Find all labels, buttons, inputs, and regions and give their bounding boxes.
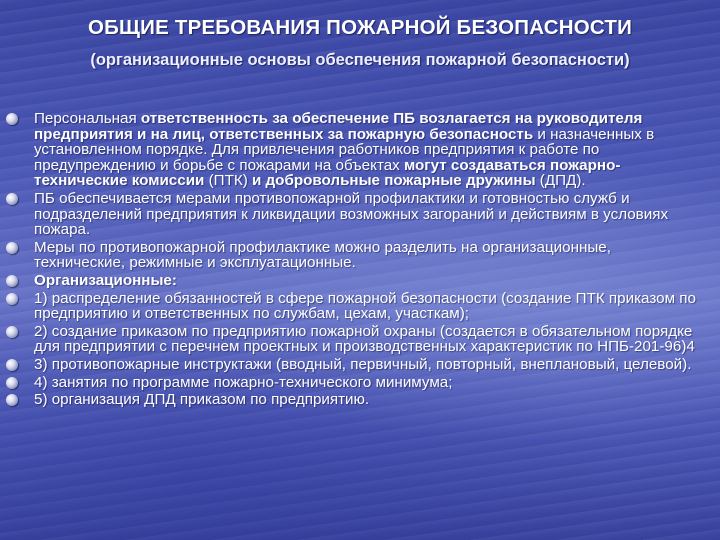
bullet-icon [6, 293, 18, 305]
item-text: (ПТК) [204, 172, 252, 190]
list-item [6, 357, 700, 373]
item-text: Персональная [34, 110, 141, 127]
item-text-bold: могут создаваться пожарно-технические комиссии [34, 156, 621, 190]
list-item [6, 375, 700, 391]
slide-title: ОБЩИЕ ТРЕБОВАНИЯ ПОЖАРНОЙ БЕЗОПАСНОСТИ [87, 16, 633, 39]
item-text: 2) создание приказом по предприятию пожарной охраны (создается в обязательном порядке для предприятии с перечнем проектных и производственных характеристик по НПБ-201-96)4 [34, 322, 695, 356]
item-text: Меры по противопожарной профилактике можно разделить на организационные, технические, режимные и эксплуатационные. [34, 238, 611, 272]
bullet-icon [6, 275, 18, 287]
item-text: 5) организация ДПД приказом по предприятию. [34, 391, 370, 409]
bullet-list [6, 111, 700, 410]
bullet-icon [6, 193, 18, 205]
bullet-icon [6, 394, 18, 406]
item-text: (ДПД). [535, 172, 586, 190]
item-text-bold: и добровольные пожарные дружины [251, 172, 536, 190]
bullet-icon [6, 377, 18, 389]
item-text: и назначенных в установленном порядке. Для привлечения работников предприятия к работе по предупреждению и борьбе с пожарами на объектах [34, 125, 655, 174]
bullet-icon [6, 113, 18, 125]
bullet-icon [6, 359, 18, 371]
list-item [6, 191, 700, 238]
item-text: 3) противопожарные инструктажи (вводный, первичный, повторный, внеплановый, целевой). [34, 355, 692, 373]
bullet-icon [6, 326, 18, 338]
list-item [6, 273, 700, 289]
list-item [6, 111, 700, 189]
item-text-bold: ответственность за обеспечение ПБ возлагается на руководителя предприятия и на лиц, ответственных за пожарную безопасность [34, 110, 643, 143]
item-text: 4) занятия по программе пожарно-технического минимума; [34, 373, 453, 391]
list-item [6, 324, 700, 355]
slide-subtitle: (организационные основы обеспечения пожарной безопасности) [90, 51, 630, 69]
list-item [6, 392, 700, 408]
list-item [6, 291, 700, 322]
item-text: 1) распределение обязанностей в сфере пожарной безопасности (создание ПТК приказом по предприятию и ответственных по службам, цехам, участкам); [34, 289, 696, 323]
item-heading: Организационные: [34, 271, 177, 289]
bullet-icon [6, 242, 18, 254]
list-item [6, 240, 700, 271]
item-text: ПБ обеспечивается мерами противопожарной профилактики и готовностью служб и подразделений предприятия к ликвидации возможных загораний и действиям в условиях пожара. [34, 189, 669, 239]
